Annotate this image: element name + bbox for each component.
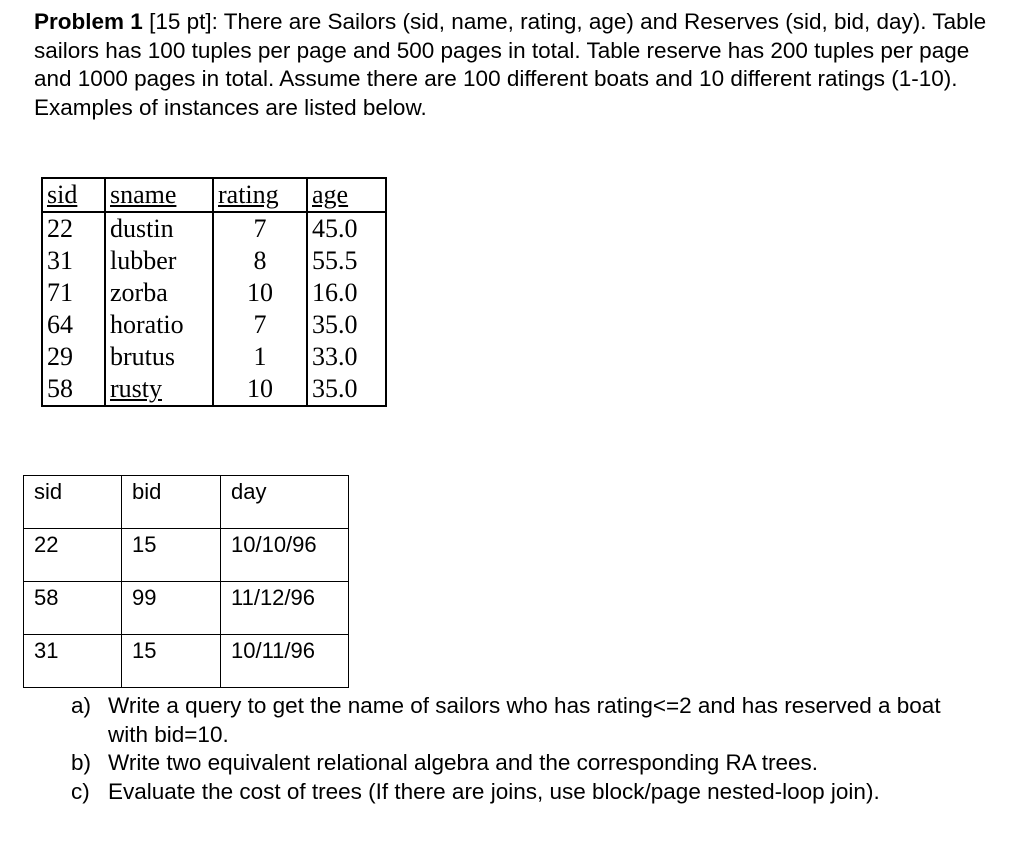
question-text: Write a query to get the name of sailors who has rating<=2 and has reserved a boat with bid=10.	[108, 693, 941, 747]
sailors-cell-rating: 7	[213, 212, 307, 245]
sailors-cell-age: 35.0	[307, 373, 386, 406]
question-text: Evaluate the cost of trees (If there are joins, use block/page nested-loop join).	[108, 778, 880, 804]
reserves-cell-bid: 15	[122, 529, 221, 582]
question-marker: c)	[71, 778, 90, 804]
sailors-cell-age: 33.0	[307, 341, 386, 373]
sailors-cell-sid: 71	[47, 278, 73, 307]
sailors-cell-age: 45.0	[307, 212, 386, 245]
reserves-header-day: day	[221, 476, 349, 529]
sailors-cell-sname: dustin	[105, 212, 213, 245]
sailors-header-sid: sid	[42, 178, 105, 212]
table-row	[42, 245, 386, 277]
sailors-header-rating: rating	[213, 178, 307, 212]
sailors-cell-sname: lubber	[105, 245, 213, 277]
reserves-table	[23, 475, 349, 688]
sailors-cell-rating: 10	[213, 277, 307, 309]
table-row	[42, 341, 386, 373]
sailors-header-row	[42, 178, 386, 212]
table-row	[24, 582, 349, 635]
question-list	[71, 692, 971, 806]
table-row	[42, 309, 386, 341]
sailors-cell-sid: 64	[47, 310, 73, 339]
reserves-cell-bid: 15	[122, 635, 221, 688]
problem-points: [15 pt]:	[149, 9, 218, 34]
sailors-cell-sname: horatio	[105, 309, 213, 341]
reserves-cell-day: 10/10/96	[221, 529, 349, 582]
sailors-cell-rating: 1	[213, 341, 307, 373]
sailors-header-sname: sname	[105, 178, 213, 212]
sailors-cell-sname: brutus	[105, 341, 213, 373]
table-row	[42, 212, 386, 245]
question-text: Write two equivalent relational algebra and the corresponding RA trees.	[108, 750, 819, 775]
table-row	[24, 529, 349, 582]
problem-statement	[34, 8, 994, 122]
reserves-header-bid: bid	[122, 476, 221, 529]
problem-label: Problem 1	[34, 9, 143, 34]
question-marker: a)	[71, 693, 92, 718]
sailors-cell-sid: 31	[47, 246, 73, 275]
sailors-cell-age: 55.5	[307, 245, 386, 277]
problem-text: There are Sailors (sid, name, rating, age) and Reserves (sid, bid, day). Table sailors has 100 tuples per page and 500 pages in total. Table reserve has 200 tuples per page and 1000 pages in total. Assume there are 100 different boats and 10 different ratings (1-10). Examples of instances are listed below.	[34, 9, 987, 120]
table-row	[42, 277, 386, 309]
sailors-table	[41, 177, 387, 407]
list-item	[71, 778, 971, 807]
reserves-cell-sid: 31	[24, 635, 122, 688]
sailors-cell-sname: zorba	[105, 277, 213, 309]
list-item	[71, 749, 971, 778]
table-row	[24, 635, 349, 688]
list-item	[71, 692, 971, 749]
sailors-cell-age: 16.0	[307, 277, 386, 309]
sailors-cell-age: 35.0	[307, 309, 386, 341]
sailors-cell-rating: 7	[213, 309, 307, 341]
sailors-cell-sid: 22	[47, 214, 73, 243]
sailors-header-age: age	[307, 178, 386, 212]
sailors-cell-rating: 8	[213, 245, 307, 277]
reserves-cell-day: 11/12/96	[221, 582, 349, 635]
reserves-cell-bid: 99	[122, 582, 221, 635]
reserves-header-sid: sid	[24, 476, 122, 529]
question-marker: b)	[71, 750, 92, 775]
reserves-header-row	[24, 476, 349, 529]
sailors-cell-sid: 29	[47, 342, 73, 371]
sailors-cell-sname: rusty	[105, 373, 213, 406]
reserves-cell-sid: 22	[24, 529, 122, 582]
table-row	[42, 373, 386, 406]
reserves-cell-day: 10/11/96	[221, 635, 349, 688]
sailors-cell-rating: 10	[213, 373, 307, 406]
reserves-cell-sid: 58	[24, 582, 122, 635]
sailors-cell-sid: 58	[47, 374, 73, 403]
